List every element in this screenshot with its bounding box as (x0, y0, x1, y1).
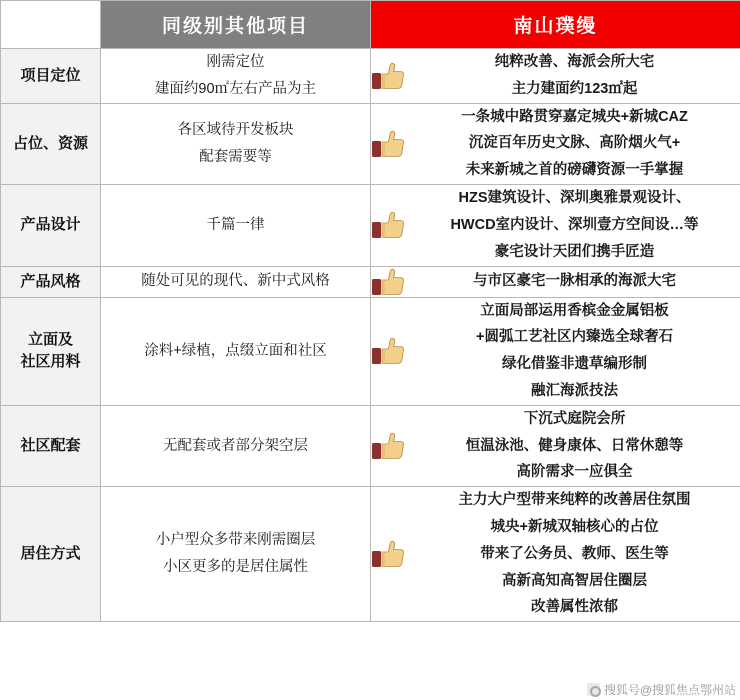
our-project-line: HWCD室内设计、深圳壹方空间设…等 (450, 216, 699, 233)
row-label-cell (1, 103, 101, 184)
other-projects-line: 涂料+绿植，点缀立面和社区 (144, 342, 327, 359)
our-project-content (371, 267, 740, 297)
row-label-cell (1, 266, 101, 297)
our-project-line: 未来新城之首的磅礴资源一手掌握 (465, 162, 684, 179)
other-projects-cell (101, 487, 371, 622)
other-projects-cell (101, 49, 371, 104)
our-project-line: 主力大户型带来纯粹的改善居住氛围 (458, 492, 691, 509)
table-row (1, 266, 740, 297)
watermark (587, 681, 736, 698)
table-header-row (1, 1, 740, 49)
other-projects-line: 无配套或者部分架空层 (163, 437, 308, 454)
other-projects-line: 随处可见的现代、新中式风格 (141, 273, 330, 290)
our-project-line: 豪宅设计天团们携手匠造 (494, 243, 655, 260)
our-project-content (371, 49, 740, 103)
row-label-cell (1, 297, 101, 405)
watermark-text: 搜狐号@搜狐焦点鄂州站 (603, 683, 736, 697)
our-project-line: 纯粹改善、海派会所大宅 (494, 54, 655, 70)
row-label-cell (1, 185, 101, 266)
our-project-line: 立面局部运用香槟金金属铝板 (480, 302, 669, 319)
our-project-content (371, 487, 740, 621)
table-row (1, 297, 740, 405)
our-project-line: 沉淀百年历史文脉、高阶烟火气+ (468, 135, 681, 152)
thumbs-up-icon (371, 61, 405, 91)
row-label-line: 产品风格 (20, 272, 81, 290)
our-project-cell (371, 185, 740, 266)
table-row (1, 487, 740, 622)
row-label-line: 占位、资源 (12, 134, 88, 152)
our-project-lines (409, 406, 740, 486)
our-project-line: 高新高知高智居住圈层 (502, 572, 647, 589)
thumbs-up-icon (371, 129, 405, 159)
our-project-line: 下沉式庭院会所 (523, 410, 626, 427)
other-projects-line: 千篇一律 (206, 216, 265, 233)
header-blank-cell (1, 1, 101, 49)
our-project-line: HZS建筑设计、深圳奥雅景观设计、 (458, 190, 691, 207)
row-label-cell (1, 487, 101, 622)
our-project-line: 带来了公务员、教师、医生等 (480, 545, 669, 562)
table-row (1, 405, 740, 486)
our-project-line: 与市区豪宅一脉相承的海派大宅 (473, 273, 676, 290)
our-project-line: 一条城中路贯穿嘉定城央+新城CAZ (461, 108, 688, 125)
our-project-content (371, 104, 740, 184)
our-project-line: +圆弧工艺社区内臻选全球奢石 (476, 329, 673, 346)
row-label-line: 立面及 (27, 331, 73, 349)
table-row (1, 185, 740, 266)
table-body (1, 49, 740, 622)
our-project-content (371, 298, 740, 405)
our-project-lines (409, 268, 740, 295)
our-project-lines (409, 487, 740, 621)
other-projects-line: 各区域待开发板块 (177, 122, 294, 139)
thumbs-up-icon (371, 210, 405, 240)
other-projects-cell (101, 103, 371, 184)
other-projects-line: 刚需定位 (206, 54, 265, 70)
header-other-projects: 同级别其他项目 (101, 1, 371, 49)
our-project-cell (371, 297, 740, 405)
our-project-line: 主力建面约123㎡起 (511, 80, 638, 97)
row-label-line: 产品设计 (20, 216, 81, 234)
our-project-line: 改善属性浓郁 (531, 599, 618, 616)
our-project-cell (371, 49, 740, 104)
row-label-line: 居住方式 (20, 545, 81, 563)
our-project-lines (409, 298, 740, 405)
our-project-line: 城央+新城双轴核心的占位 (490, 519, 659, 535)
row-label-cell (1, 405, 101, 486)
our-project-lines (409, 49, 740, 103)
our-project-lines (409, 185, 740, 265)
our-project-line: 绿化借鉴非遗草编形制 (502, 356, 647, 373)
row-label-line: 社区用料 (20, 353, 81, 371)
row-label-line: 社区配套 (20, 437, 81, 455)
header-our-project: 南山璞缦 (371, 1, 740, 49)
our-project-cell (371, 405, 740, 486)
other-projects-cell (101, 266, 371, 297)
other-projects-line: 建面约90㎡左右产品为主 (154, 80, 317, 97)
row-label-line: 项目定位 (20, 66, 81, 84)
our-project-cell (371, 103, 740, 184)
other-projects-cell (101, 297, 371, 405)
our-project-content (371, 406, 740, 486)
thumbs-up-icon (371, 267, 405, 297)
our-project-line: 恒温泳池、健身康体、日常休憩等 (465, 437, 684, 454)
other-projects-line: 配套需要等 (199, 148, 272, 165)
table-row (1, 103, 740, 184)
other-projects-line: 小区更多的是居住属性 (163, 559, 308, 576)
our-project-line: 融汇海派技法 (531, 382, 618, 399)
thumbs-up-icon (371, 431, 405, 461)
thumbs-up-icon (371, 336, 405, 366)
other-projects-cell (101, 185, 371, 266)
our-project-line: 高阶需求一应俱全 (516, 464, 633, 481)
our-project-cell (371, 487, 740, 622)
thumbs-up-icon (371, 539, 405, 569)
table-row (1, 49, 740, 104)
our-project-cell (371, 266, 740, 297)
other-projects-cell (101, 405, 371, 486)
other-projects-line: 小户型众多带来刚需圈层 (155, 532, 316, 549)
our-project-lines (409, 104, 740, 184)
sohu-logo-icon (587, 683, 600, 696)
our-project-content (371, 185, 740, 265)
row-label-cell (1, 49, 101, 104)
